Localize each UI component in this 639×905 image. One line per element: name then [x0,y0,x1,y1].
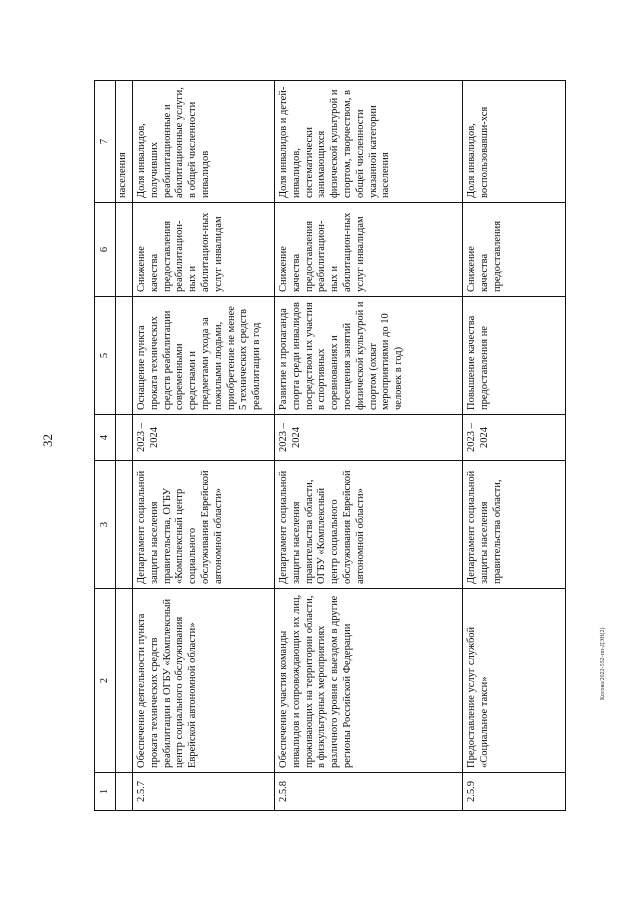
result-cell: Повышение качества предоставления не [463,297,566,415]
table-row [275,81,463,811]
table-row [133,81,275,811]
indicator-cell: Доля инвалидов, воспользовавши-хся [463,81,566,203]
result-cell: Оснащение пункта проката технических средств реабилитации современными средствами и предметами ухода за пожилыми людьми, приобретение не менее 5 технических средств реабилитации в год [133,297,275,415]
header-cell: 7 [95,81,116,203]
rotated-table-sheet [94,81,566,811]
period-cell: 2023 – 2024 [275,415,463,461]
consequence-cell: Снижение качества предоставления реабилитацион-ных и абилитацион-ных услуг инвалидам [133,203,275,297]
event-cell: Обеспечение участия команды инвалидов и сопровождающих их лиц, проживающих на территории области, в физкультурных мероприятиях различного уровня с выездом в другие регионы Российской Федерации [275,589,463,773]
indicator-cell: Доля инвалидов, получивших реабилитационные и абилитационные услуги, в общей численности инвалидов [133,81,275,203]
header-cell: 5 [95,297,116,415]
page-number: 32 [40,434,55,447]
header-cell: 6 [95,203,116,297]
executor-cell: Департамент социальной защиты населения правительства области, [463,461,566,589]
event-cell: Обеспечение деятельности пункта проката технических средств реабилитации в ОГБУ «Комплексный центр социального обслуживания Еврейской автономной области» [133,589,275,773]
executor-cell: Департамент социальной защиты населения правительства, ОГБУ «Комплексный центр социального обслуживания Еврейской автономной области» [133,461,275,589]
measures-table [94,80,566,811]
consequence-cell: Снижение качества предоставления [463,203,566,297]
row-number: 2.5.8 [275,773,463,811]
period-cell: 2023 – 2024 [133,415,275,461]
row-number: 2.5.7 [133,773,275,811]
header-cell: 3 [95,461,116,589]
header-cell: 4 [95,415,116,461]
period-cell: 2023 – 2024 [463,415,566,461]
header-cell: 2 [95,589,116,773]
row-number: 2.5.9 [463,773,566,811]
header-cell: 1 [95,773,116,811]
consequence-cell: Снижение качества предоставления реабилитацион-ных и абилитацион-ных услуг инвалидам [275,203,463,297]
indicator-cell: Доля инвалидов и детей-инвалидов, систематически занимающихся физической культурой и спортом, творчеством, в общей численности указанной категории населения [275,81,463,203]
document-code: Косова/2022-552-пп-ДЭН(2) [600,627,606,700]
event-cell: Предоставление услуг службой «Социальное такси» [463,589,566,773]
executor-cell: Департамент социальной защиты населения правительства области, ОГБУ «Комплексный центр социального обслуживания Еврейской автономной области» [275,461,463,589]
header-row [95,81,116,811]
result-cell: Развитие и пропаганда спорта среди инвалидов посредством их участия в спортивных соревнованиях и посещения занятий физической культурой и спортом (охват мероприятиями до 10 человек в год) [275,297,463,415]
continuation-text: населения [116,81,133,203]
table-row [463,81,566,811]
continuation-row [116,81,133,811]
